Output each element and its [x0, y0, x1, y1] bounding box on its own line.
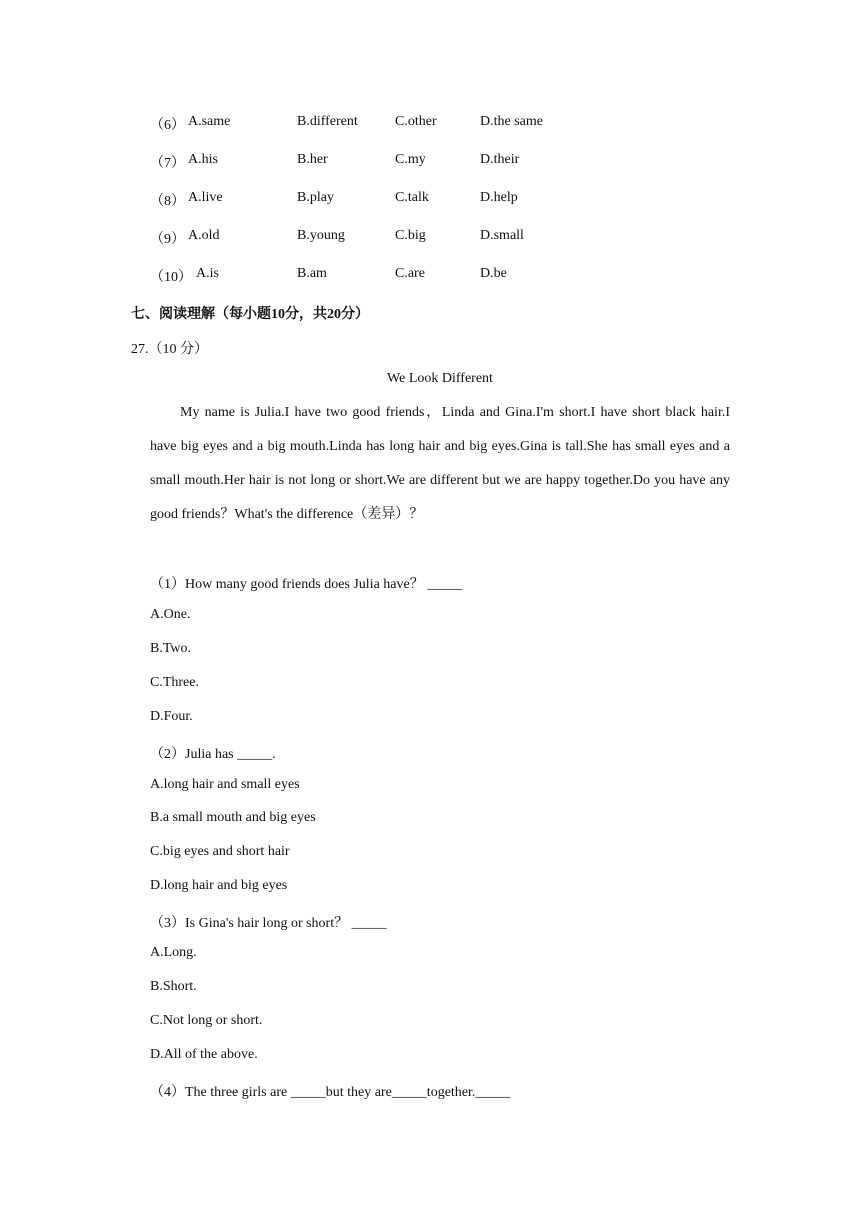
option-c: C.are: [395, 266, 425, 281]
cloze-question-number: （8）: [150, 194, 185, 209]
answer-option: D.long hair and big eyes: [150, 878, 288, 893]
answer-option: D.All of the above.: [150, 1047, 258, 1062]
option-a: A.same: [188, 114, 231, 129]
option-c: C.big: [395, 228, 426, 243]
answer-option: B.Two.: [150, 641, 192, 656]
option-c: C.my: [395, 152, 426, 167]
option-d: D.the same: [480, 114, 543, 129]
option-b: B.her: [297, 152, 328, 167]
section-title: 七、阅读理解（每小题10分，共20分）: [131, 307, 369, 322]
cloze-question-number: （6）: [150, 118, 185, 133]
answer-option: A.One.: [150, 607, 191, 622]
passage-text: My name is Julia.I have two good friends，Linda and Gina.I'm short.I have short black hair.I have big eyes and a big mouth.Linda has long hair and big eyes.Gina is tall.She has small eyes and a small mouth.Her hair is not long or short.We are different but we are happy together.Do you have any good friends？What's the difference（差异）？: [150, 405, 730, 522]
option-c: C.other: [395, 114, 437, 129]
option-b: B.young: [297, 228, 345, 243]
option-d: D.help: [480, 190, 518, 205]
option-b: B.play: [297, 190, 334, 205]
option-c: C.talk: [395, 190, 429, 205]
answer-option: A.Long.: [150, 945, 197, 960]
answer-option: B.a small mouth and big eyes: [150, 810, 316, 825]
answer-option: C.Three.: [150, 675, 199, 690]
passage-title: We Look Different: [387, 371, 493, 386]
option-d: D.be: [480, 266, 507, 281]
question-stem: （4）The three girls are _____but they are_____together._____: [150, 1085, 511, 1100]
option-b: B.different: [297, 114, 358, 129]
option-d: D.their: [480, 152, 520, 167]
answer-option: C.big eyes and short hair: [150, 844, 290, 859]
answer-option: C.Not long or short.: [150, 1013, 263, 1028]
cloze-question-number: （9）: [150, 232, 185, 247]
answer-option: D.Four.: [150, 709, 193, 724]
option-a: A.is: [196, 266, 219, 281]
cloze-question-number: （7）: [150, 156, 185, 171]
question-stem: （1）How many good friends does Julia have？ _____: [150, 577, 463, 592]
option-b: B.am: [297, 266, 327, 281]
question-stem: （2）Julia has _____.: [150, 747, 276, 762]
answer-option: B.Short.: [150, 979, 197, 994]
cloze-question-number: （10）: [150, 270, 192, 285]
option-a: A.live: [188, 190, 223, 205]
option-a: A.his: [188, 152, 218, 167]
question-stem: （3）Is Gina's hair long or short？ _____: [150, 916, 387, 931]
option-a: A.old: [188, 228, 220, 243]
question-number: 27.（10 分）: [131, 342, 208, 357]
option-d: D.small: [480, 228, 524, 243]
answer-option: A.long hair and small eyes: [150, 777, 300, 792]
